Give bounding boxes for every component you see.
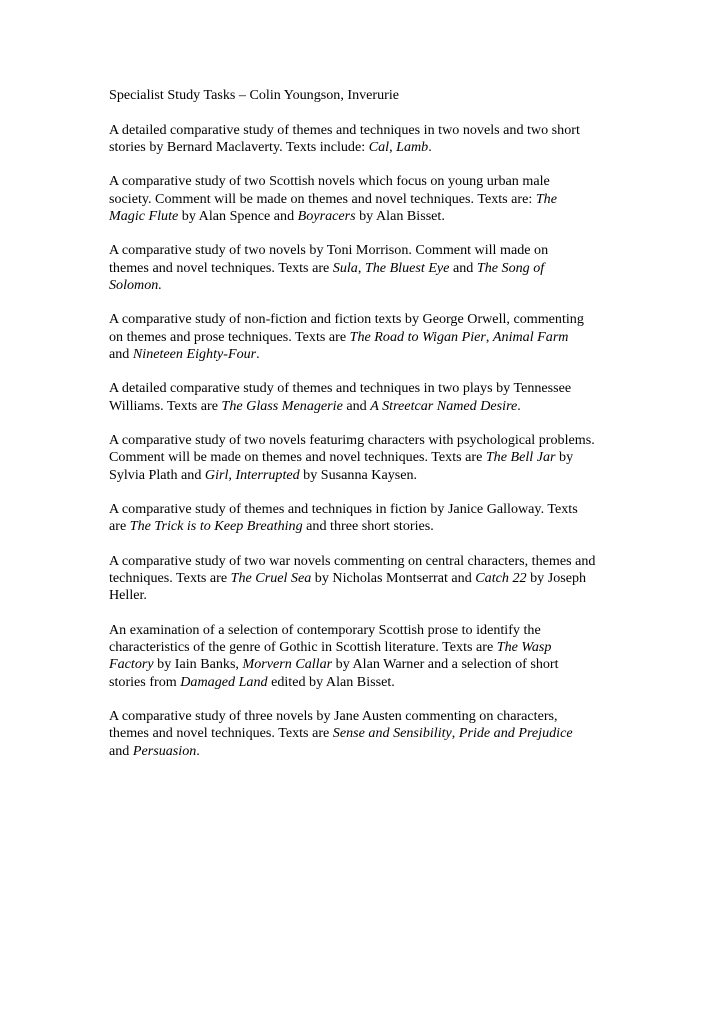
text-segment: and <box>109 345 133 362</box>
document-page <box>109 87 629 777</box>
italic-title-text: Cal <box>368 138 390 155</box>
italic-title-text: Morvern Callar <box>242 656 333 673</box>
text-segment: by Susanna Kaysen. <box>299 466 418 483</box>
italic-title-text: Animal Farm <box>492 328 569 345</box>
text-segment: are <box>109 518 130 535</box>
text-segment: and <box>449 259 477 276</box>
text-segment: A comparative study of two novels featurimg characters with psychological problems. <box>109 432 595 449</box>
paragraph-line <box>109 260 629 277</box>
paragraph-line <box>109 432 629 449</box>
text-segment: by Alan Warner and a selection of short <box>332 656 559 673</box>
text-segment: A comparative study of two novels by Toni Morrison. Comment will made on <box>109 242 549 259</box>
italic-title-text: Solomon. <box>109 276 162 293</box>
text-segment: by Iain Banks, <box>153 656 243 673</box>
text-segment: , <box>357 259 365 276</box>
text-segment: and three short stories. <box>302 518 434 535</box>
text-segment: A comparative study of two war novels commenting on central characters, themes and <box>109 552 596 569</box>
italic-title-text: The <box>535 190 557 207</box>
paragraph-line <box>109 122 629 139</box>
text-segment: A comparative study of two Scottish novels which focus on young urban male <box>109 173 550 190</box>
italic-title-text: A Streetcar Named Desire <box>370 397 518 414</box>
paragraph-line <box>109 467 629 484</box>
italic-title-text: Sula <box>332 259 358 276</box>
text-segment: and <box>109 742 133 759</box>
paragraph-line <box>109 518 629 535</box>
text-segment: on themes and prose techniques. Texts are <box>109 328 350 345</box>
paragraph-line <box>109 346 629 363</box>
paragraph-line <box>109 173 629 190</box>
paragraph-line <box>109 380 629 397</box>
italic-title-text: The Bluest Eye <box>364 259 450 276</box>
paragraph-line <box>109 674 629 691</box>
text-segment: by Alan Spence and <box>178 207 298 224</box>
paragraph-line <box>109 311 629 328</box>
text-segment: , <box>389 138 397 155</box>
text-segment: Sylvia Plath and <box>109 466 205 483</box>
text-segment: edited by Alan Bisset. <box>267 673 395 690</box>
italic-title-text: Catch 22 <box>475 570 527 587</box>
text-segment: A detailed comparative study of themes and techniques in two plays by Tennessee <box>109 380 572 397</box>
study-task-paragraph <box>109 380 629 414</box>
paragraph-line <box>109 501 629 518</box>
text-segment: . <box>256 345 260 362</box>
study-task-paragraph <box>109 708 629 760</box>
text-segment: by Alan Bisset. <box>355 207 445 224</box>
study-task-paragraph <box>109 311 629 363</box>
paragraph-line <box>109 191 629 208</box>
study-task-paragraph <box>109 432 629 484</box>
text-segment: Comment will be made on themes and novel techniques. Texts are <box>109 449 486 466</box>
paragraph-line <box>109 329 629 346</box>
italic-title-text: The Wasp <box>496 639 552 656</box>
paragraph-line <box>109 449 629 466</box>
text-segment: and <box>342 397 371 414</box>
text-segment: . <box>196 742 200 759</box>
study-task-paragraph <box>109 173 629 225</box>
text-segment: stories by Bernard Maclaverty. Texts include: <box>109 138 369 155</box>
paragraph-line <box>109 708 629 725</box>
italic-title-text: Persuasion <box>132 742 197 759</box>
paragraph-line <box>109 639 629 656</box>
italic-title-text: The Bell Jar <box>485 449 556 466</box>
paragraph-line <box>109 587 629 604</box>
text-segment: A detailed comparative study of themes and techniques in two novels and two short <box>109 121 580 138</box>
italic-title-text: Boyracers <box>297 207 356 224</box>
italic-title-text: Nineteen Eighty-Four <box>132 345 257 362</box>
text-segment: . <box>428 138 432 155</box>
text-segment: by Joseph <box>526 570 587 587</box>
document-title: Specialist Study Tasks – Colin Youngson, Inverurie <box>109 87 400 103</box>
study-task-paragraph <box>109 622 629 691</box>
study-task-paragraph <box>109 242 629 294</box>
study-task-paragraph <box>109 553 629 605</box>
italic-title-text: Sense and Sensibility <box>332 725 452 742</box>
text-segment: Williams. Texts are <box>109 397 222 414</box>
text-segment: Heller. <box>109 587 147 604</box>
italic-title-text: The Road to Wigan Pier <box>349 328 486 345</box>
text-segment: A comparative study of non-fiction and fiction texts by George Orwell, commenting <box>109 311 584 328</box>
italic-title-text: The Song of <box>476 259 545 276</box>
text-segment: by <box>555 449 574 466</box>
text-segment: themes and novel techniques. Texts are <box>109 725 333 742</box>
italic-title-text: Damaged Land <box>180 673 268 690</box>
study-task-paragraph <box>109 122 629 156</box>
text-segment: . <box>517 397 521 414</box>
paragraph-line <box>109 743 629 760</box>
text-segment: techniques. Texts are <box>109 570 231 587</box>
text-segment: , <box>485 328 493 345</box>
text-segment: An examination of a selection of contemporary Scottish prose to identify the <box>109 621 541 638</box>
paragraph-line <box>109 277 629 294</box>
paragraph-line <box>109 398 629 415</box>
paragraph-line <box>109 242 629 259</box>
paragraph-line <box>109 570 629 587</box>
text-segment: A comparative study of themes and techniques in fiction by Janice Galloway. Texts <box>109 501 578 518</box>
text-segment: by Nicholas Montserrat and <box>311 570 476 587</box>
italic-title-text: Pride and Prejudice <box>458 725 573 742</box>
text-segment: , <box>451 725 459 742</box>
paragraph-line <box>109 553 629 570</box>
italic-title-text: Girl, Interrupted <box>204 466 300 483</box>
italic-title-text: Lamb <box>396 138 429 155</box>
paragraph-line <box>109 656 629 673</box>
text-segment: A comparative study of three novels by Jane Austen commenting on characters, <box>109 708 558 725</box>
study-task-paragraph <box>109 501 629 535</box>
italic-title-text: Magic Flute <box>109 207 179 224</box>
text-segment: society. Comment will be made on themes and novel techniques. Texts are: <box>109 190 536 207</box>
text-segment: themes and novel techniques. Texts are <box>109 259 333 276</box>
italic-title-text: The Trick is to Keep Breathing <box>129 518 303 535</box>
text-segment: characteristics of the genre of Gothic in Scottish literature. Texts are <box>109 639 497 656</box>
text-segment: stories from <box>109 673 181 690</box>
italic-title-text: The Cruel Sea <box>230 570 312 587</box>
paragraph-line <box>109 725 629 742</box>
italic-title-text: The Glass Menagerie <box>221 397 343 414</box>
paragraph-line <box>109 139 629 156</box>
paragraph-line <box>109 208 629 225</box>
italic-title-text: Factory <box>109 656 154 673</box>
paragraph-line <box>109 622 629 639</box>
paragraph-list <box>109 122 629 760</box>
